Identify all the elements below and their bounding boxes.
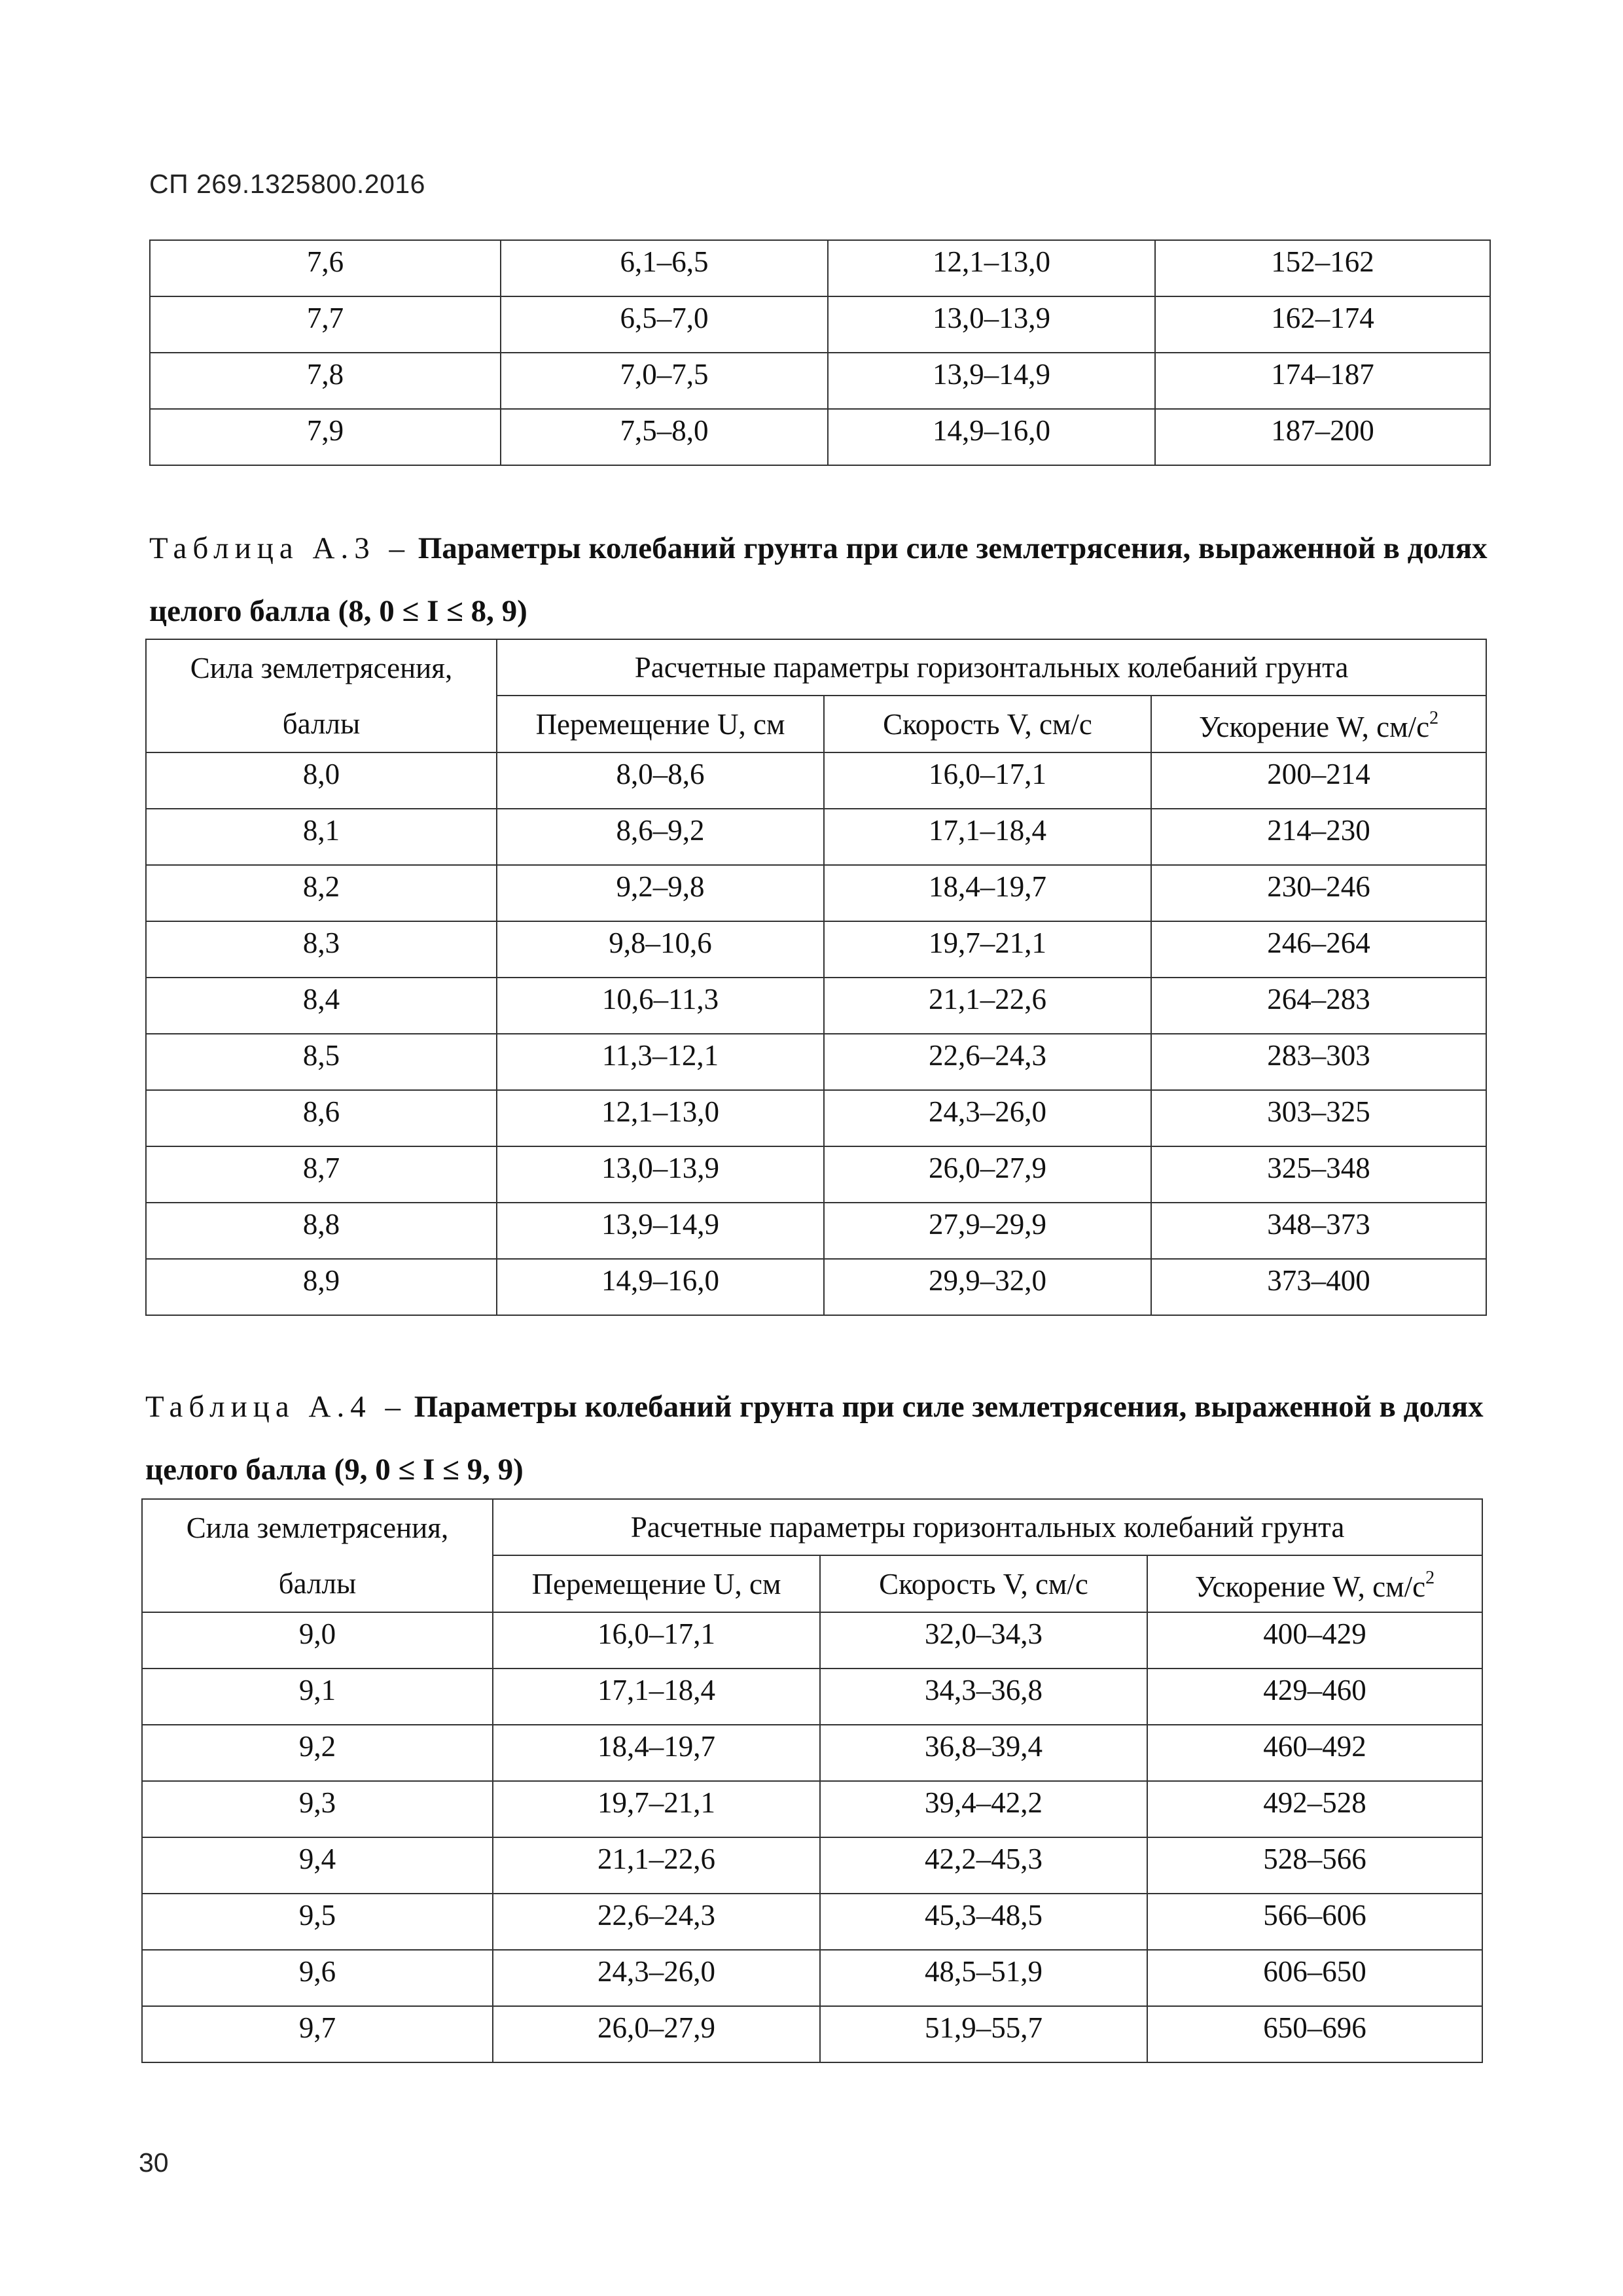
table-row [142, 1894, 1482, 1950]
cell-acceleration: 400–429 [1147, 1612, 1482, 1669]
acceleration-header-exponent: 2 [1425, 1568, 1435, 1588]
table-a3 [145, 639, 1487, 1316]
table-row [142, 1725, 1482, 1781]
acceleration-header-exponent: 2 [1429, 708, 1439, 728]
cell-displacement: 13,0–13,9 [497, 1146, 824, 1203]
table-row [146, 865, 1486, 921]
col-header-intensity-line2: баллы [142, 1555, 493, 1612]
col-header-acceleration [1147, 1555, 1482, 1612]
cell-displacement: 19,7–21,1 [493, 1781, 820, 1837]
cell-intensity: 7,6 [150, 240, 501, 296]
col-header-intensity-line2: баллы [146, 696, 497, 752]
cell-intensity: 9,6 [142, 1950, 493, 2006]
cell-displacement: 21,1–22,6 [493, 1837, 820, 1894]
table-row [142, 1837, 1482, 1894]
cell-velocity: 12,1–13,0 [828, 240, 1155, 296]
cell-acceleration: 373–400 [1151, 1259, 1486, 1315]
cell-acceleration: 528–566 [1147, 1837, 1482, 1894]
cell-displacement: 13,9–14,9 [497, 1203, 824, 1259]
cell-acceleration: 162–174 [1155, 296, 1490, 353]
cell-velocity: 17,1–18,4 [824, 809, 1151, 865]
cell-acceleration: 429–460 [1147, 1669, 1482, 1725]
cell-intensity: 8,6 [146, 1090, 497, 1146]
col-header-displacement: Перемещение U, см [493, 1555, 820, 1612]
table-row [150, 240, 1490, 296]
cell-velocity: 16,0–17,1 [824, 752, 1151, 809]
cell-displacement: 9,8–10,6 [497, 921, 824, 978]
table-row [146, 809, 1486, 865]
cell-displacement: 18,4–19,7 [493, 1725, 820, 1781]
col-header-intensity-line1: Сила землетрясения, [146, 639, 497, 696]
cell-velocity: 51,9–55,7 [820, 2006, 1147, 2062]
table-row [142, 1950, 1482, 2006]
cell-intensity: 9,7 [142, 2006, 493, 2062]
cell-velocity: 13,0–13,9 [828, 296, 1155, 353]
cell-velocity: 22,6–24,3 [824, 1034, 1151, 1090]
cell-intensity: 8,9 [146, 1259, 497, 1315]
cell-displacement: 22,6–24,3 [493, 1894, 820, 1950]
cell-velocity: 36,8–39,4 [820, 1725, 1147, 1781]
cell-displacement: 16,0–17,1 [493, 1612, 820, 1669]
table-a3-title: Параметры колебаний грунта при силе землетрясения, выраженной в долях целого балла (8, 0 ≤ I ≤ 8, 9) [149, 531, 1488, 628]
cell-acceleration: 492–528 [1147, 1781, 1482, 1837]
table-row [142, 1612, 1482, 1669]
cell-intensity: 9,0 [142, 1612, 493, 1669]
cell-displacement: 7,5–8,0 [501, 409, 828, 465]
cell-intensity: 8,4 [146, 978, 497, 1034]
cell-intensity: 8,2 [146, 865, 497, 921]
acceleration-header-text: Ускорение W, см/с [1194, 1570, 1426, 1603]
table-row [146, 752, 1486, 809]
cell-acceleration: 246–264 [1151, 921, 1486, 978]
cell-intensity: 7,8 [150, 353, 501, 409]
cell-velocity: 29,9–32,0 [824, 1259, 1151, 1315]
cell-acceleration: 283–303 [1151, 1034, 1486, 1090]
cell-displacement: 8,6–9,2 [497, 809, 824, 865]
table-a4-caption [145, 1375, 1507, 1501]
table-a4-title: Параметры колебаний грунта при силе землетрясения, выраженной в долях целого балла (9, 0 ≤ I ≤ 9, 9) [145, 1390, 1484, 1487]
cell-displacement: 11,3–12,1 [497, 1034, 824, 1090]
cell-displacement: 6,5–7,0 [501, 296, 828, 353]
cell-displacement: 24,3–26,0 [493, 1950, 820, 2006]
table-row [142, 1781, 1482, 1837]
cell-velocity: 27,9–29,9 [824, 1203, 1151, 1259]
cell-intensity: 9,1 [142, 1669, 493, 1725]
cell-velocity: 39,4–42,2 [820, 1781, 1147, 1837]
cell-intensity: 9,5 [142, 1894, 493, 1950]
cell-displacement: 6,1–6,5 [501, 240, 828, 296]
cell-velocity: 48,5–51,9 [820, 1950, 1147, 2006]
table-a4-label: Таблица А.4 – [145, 1390, 406, 1424]
continuation-table [149, 239, 1491, 466]
cell-intensity: 7,9 [150, 409, 501, 465]
cell-acceleration: 214–230 [1151, 809, 1486, 865]
cell-velocity: 45,3–48,5 [820, 1894, 1147, 1950]
table-a3-caption [149, 517, 1510, 643]
cell-intensity: 8,5 [146, 1034, 497, 1090]
table-row [146, 1259, 1486, 1315]
table-row [146, 1034, 1486, 1090]
cell-acceleration: 187–200 [1155, 409, 1490, 465]
cell-velocity: 18,4–19,7 [824, 865, 1151, 921]
cell-velocity: 19,7–21,1 [824, 921, 1151, 978]
cell-acceleration: 348–373 [1151, 1203, 1486, 1259]
col-header-velocity: Скорость V, см/с [824, 696, 1151, 752]
cell-intensity: 8,8 [146, 1203, 497, 1259]
table-row [142, 1669, 1482, 1725]
cell-velocity: 14,9–16,0 [828, 409, 1155, 465]
cell-displacement: 9,2–9,8 [497, 865, 824, 921]
cell-displacement: 12,1–13,0 [497, 1090, 824, 1146]
cell-intensity: 9,4 [142, 1837, 493, 1894]
table-body [146, 752, 1486, 1315]
page-number: 30 [139, 2147, 169, 2178]
document-code: СП 269.1325800.2016 [149, 169, 425, 199]
cell-acceleration: 325–348 [1151, 1146, 1486, 1203]
cell-velocity: 21,1–22,6 [824, 978, 1151, 1034]
table-row [146, 921, 1486, 978]
cell-displacement: 17,1–18,4 [493, 1669, 820, 1725]
table-row [142, 2006, 1482, 2062]
col-header-intensity-line1: Сила землетрясения, [142, 1499, 493, 1555]
cell-displacement: 8,0–8,6 [497, 752, 824, 809]
cell-velocity: 13,9–14,9 [828, 353, 1155, 409]
cell-displacement: 7,0–7,5 [501, 353, 828, 409]
cell-acceleration: 606–650 [1147, 1950, 1482, 2006]
table-row [146, 978, 1486, 1034]
cell-acceleration: 650–696 [1147, 2006, 1482, 2062]
col-header-acceleration [1151, 696, 1486, 752]
cell-velocity: 42,2–45,3 [820, 1837, 1147, 1894]
cell-acceleration: 460–492 [1147, 1725, 1482, 1781]
col-header-velocity: Скорость V, см/с [820, 1555, 1147, 1612]
col-header-displacement: Перемещение U, см [497, 696, 824, 752]
table-row [146, 1146, 1486, 1203]
table-a3-label: Таблица А.3 – [149, 531, 410, 565]
cell-acceleration: 303–325 [1151, 1090, 1486, 1146]
cell-intensity: 8,3 [146, 921, 497, 978]
cell-acceleration: 264–283 [1151, 978, 1486, 1034]
table-a4 [141, 1498, 1483, 2063]
table-body [142, 1612, 1482, 2062]
cell-acceleration: 200–214 [1151, 752, 1486, 809]
cell-acceleration: 174–187 [1155, 353, 1490, 409]
cell-intensity: 8,1 [146, 809, 497, 865]
group-header: Расчетные параметры горизонтальных колебаний грунта [497, 639, 1486, 696]
cell-intensity: 9,2 [142, 1725, 493, 1781]
cell-velocity: 26,0–27,9 [824, 1146, 1151, 1203]
cell-acceleration: 566–606 [1147, 1894, 1482, 1950]
table-body [150, 240, 1490, 465]
table-row [150, 296, 1490, 353]
group-header: Расчетные параметры горизонтальных колебаний грунта [493, 1499, 1482, 1555]
cell-intensity: 9,3 [142, 1781, 493, 1837]
cell-intensity: 7,7 [150, 296, 501, 353]
cell-velocity: 34,3–36,8 [820, 1669, 1147, 1725]
cell-displacement: 14,9–16,0 [497, 1259, 824, 1315]
cell-intensity: 8,0 [146, 752, 497, 809]
cell-acceleration: 152–162 [1155, 240, 1490, 296]
cell-intensity: 8,7 [146, 1146, 497, 1203]
cell-displacement: 26,0–27,9 [493, 2006, 820, 2062]
cell-acceleration: 230–246 [1151, 865, 1486, 921]
cell-displacement: 10,6–11,3 [497, 978, 824, 1034]
table-row [150, 409, 1490, 465]
table-row [146, 1090, 1486, 1146]
acceleration-header-text: Ускорение W, см/с [1198, 711, 1430, 743]
cell-velocity: 24,3–26,0 [824, 1090, 1151, 1146]
table-row [146, 1203, 1486, 1259]
table-row [150, 353, 1490, 409]
cell-velocity: 32,0–34,3 [820, 1612, 1147, 1669]
